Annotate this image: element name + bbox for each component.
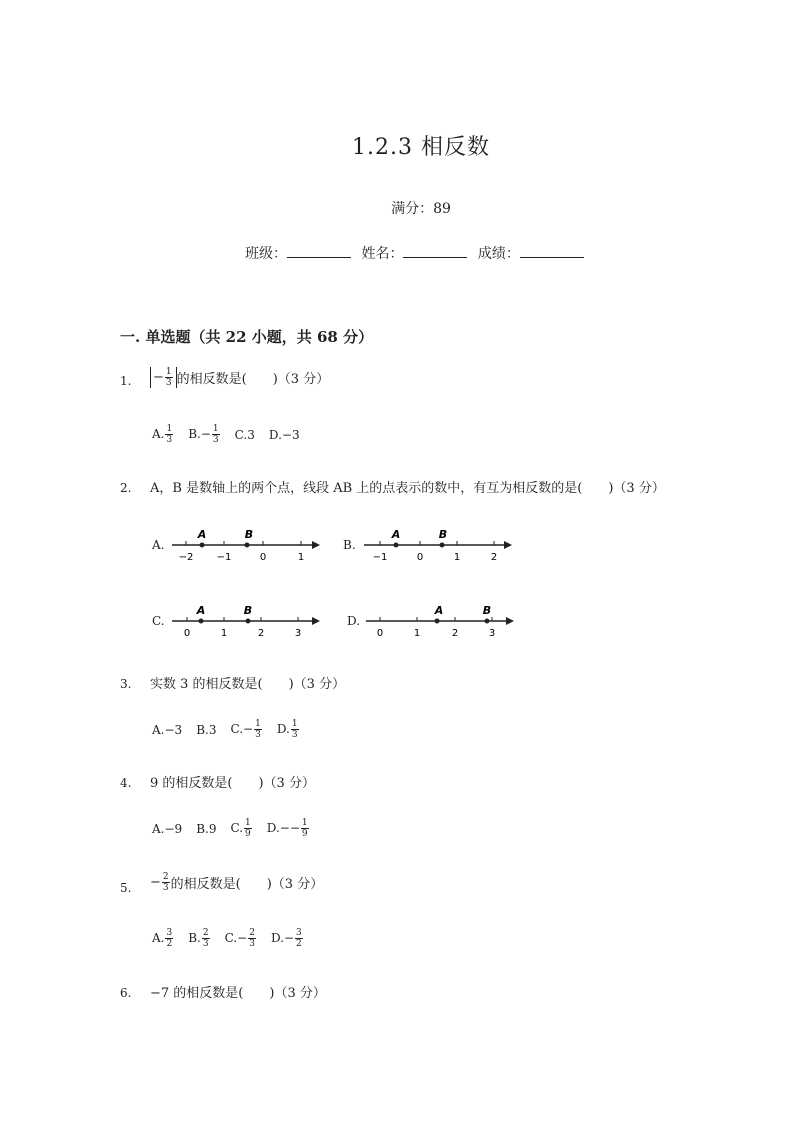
q2c-tick-1: 1 — [220, 628, 228, 639]
full-score: 满分：89 — [391, 201, 451, 217]
q4-option-d[interactable] — [267, 818, 310, 839]
q1-option-d[interactable] — [269, 428, 300, 442]
q1-minus: − — [153, 370, 164, 385]
q2d-point-a: A — [434, 604, 444, 617]
q5-frac-num: 2 — [162, 872, 169, 882]
score-blank[interactable] — [520, 243, 584, 258]
q2d-tick-2: 2 — [451, 628, 459, 639]
q1-option-b-frac — [212, 424, 220, 445]
q4-option-d-num: 1 — [301, 818, 308, 828]
q5-option-d-frac — [295, 928, 303, 949]
q5-number: 5. — [120, 881, 132, 895]
q1-option-a-label: A. — [152, 427, 165, 441]
q3-option-a-value: −3 — [164, 722, 183, 737]
q4-option-b-value: 9 — [208, 821, 217, 836]
q2-option-b-numberline — [360, 525, 516, 567]
q1-option-b-minus: − — [200, 427, 211, 441]
q2-option-a-label[interactable]: A. — [152, 538, 165, 552]
q5-option-d-den: 2 — [296, 939, 302, 949]
q4-number: 4. — [120, 776, 132, 790]
q1-option-b[interactable] — [188, 424, 220, 445]
q4-option-c-frac — [244, 818, 252, 839]
q2d-tick-0: 0 — [376, 628, 384, 639]
q1-stem — [150, 367, 329, 388]
q2c-tick-3: 3 — [294, 628, 302, 639]
q1-option-a-frac — [165, 424, 173, 445]
q1-frac-den: 3 — [165, 378, 172, 388]
class-label: 班级： — [245, 246, 287, 262]
q5-minus: − — [150, 875, 161, 890]
q3-option-d-label: D. — [276, 722, 290, 736]
q4-option-a[interactable] — [152, 822, 182, 836]
q2c-point-b: B — [243, 604, 253, 617]
q5-option-b-num: 2 — [202, 928, 209, 938]
q3-option-c-label: C. — [230, 722, 244, 736]
q5-option-a-num: 3 — [166, 928, 173, 938]
q2b-tick-2: 1 — [453, 552, 461, 563]
q4-option-d-minus: −− — [279, 821, 300, 835]
q1-option-d-label: D. — [268, 427, 282, 442]
q2-option-c-numberline — [168, 601, 324, 643]
q1-option-a-den: 3 — [166, 435, 173, 445]
q5-tail: 的相反数是( )（3 分） — [170, 877, 324, 892]
q3-option-d-num: 1 — [291, 719, 298, 729]
q1-option-c-value: 3 — [247, 427, 255, 442]
q5-stem — [150, 872, 323, 893]
q4-option-c[interactable] — [230, 818, 252, 839]
q3-option-b-value: 3 — [208, 722, 217, 737]
q5-option-c-minus: − — [237, 931, 248, 945]
q2-text: A，B 是数轴上的两个点，线段 AB 上的点表示的数中，有互为相反数的是( )（3 分） — [150, 481, 665, 496]
q1-option-d-value: −3 — [281, 427, 300, 442]
q3-option-d[interactable] — [277, 719, 300, 740]
q2-option-d-label[interactable]: D. — [347, 614, 361, 628]
q2a-tick-0: −2 — [178, 552, 194, 563]
q4-option-a-label: A. — [152, 821, 165, 836]
q4-option-a-value: −9 — [164, 821, 183, 836]
q5-option-a-den: 2 — [166, 939, 173, 949]
q5-option-c-frac — [248, 928, 256, 949]
q6-text: −7 的相反数是( )（3 分） — [150, 986, 326, 1001]
q3-number: 3. — [120, 677, 132, 691]
q4-options — [152, 818, 310, 839]
q4-option-c-label: C. — [230, 821, 244, 835]
q3-option-c-den: 3 — [255, 730, 261, 740]
q2c-tick-0: 0 — [183, 628, 191, 639]
q2-option-c-label[interactable]: C. — [152, 614, 165, 628]
q5-option-b-den: 3 — [202, 939, 209, 949]
q4-option-b[interactable] — [196, 822, 216, 836]
q2a-tick-3: 1 — [297, 552, 305, 563]
q2-option-a-numberline — [168, 525, 324, 567]
q1-option-b-num: 1 — [212, 424, 219, 434]
q2a-point-b: B — [244, 528, 254, 541]
q5-option-c-den: 3 — [249, 939, 255, 949]
q3-option-d-den: 3 — [291, 730, 298, 740]
q2a-tick-2: 0 — [259, 552, 267, 563]
q5-option-d-minus: − — [283, 931, 295, 945]
q4-option-c-num: 1 — [245, 818, 251, 828]
q3-options — [152, 719, 300, 740]
q2-option-b-label[interactable]: B. — [343, 538, 356, 552]
q1-option-a[interactable] — [152, 424, 174, 445]
q5-option-d-label: D. — [270, 931, 284, 945]
q3-option-c-frac — [254, 719, 262, 740]
q1-abs-value — [150, 367, 177, 388]
q1-option-c-label: C. — [234, 427, 248, 442]
q4-option-d-den: 9 — [301, 829, 308, 839]
name-blank[interactable] — [403, 243, 467, 258]
q5-option-d-num: 3 — [296, 928, 302, 938]
q1-tail: 的相反数是( )（3 分） — [176, 372, 330, 387]
q2d-point-b: B — [482, 604, 492, 617]
q3-option-a[interactable] — [152, 723, 182, 737]
q3-option-b[interactable] — [196, 723, 216, 737]
q2c-point-a: A — [196, 604, 206, 617]
score-label: 成绩： — [477, 246, 520, 262]
q6-number: 6. — [120, 986, 132, 1000]
student-info — [245, 243, 590, 263]
q1-option-a-num: 1 — [166, 424, 173, 434]
q5-option-c-num: 2 — [249, 928, 255, 938]
q1-option-b-den: 3 — [212, 435, 219, 445]
q3-text: 实数 3 的相反数是( )（3 分） — [150, 677, 346, 692]
q5-options — [152, 928, 304, 949]
class-blank[interactable] — [287, 243, 351, 258]
q5-frac-den: 3 — [162, 883, 169, 893]
q2d-tick-1: 1 — [413, 628, 421, 639]
name-label: 姓名： — [361, 246, 404, 262]
q2b-tick-0: −1 — [372, 552, 388, 563]
q3-option-c[interactable] — [230, 719, 262, 740]
q5-fraction — [162, 872, 170, 893]
q5-option-b-label: B. — [188, 931, 201, 945]
q4-option-c-den: 9 — [245, 829, 251, 839]
q5-option-c[interactable] — [225, 928, 257, 949]
q2b-point-b: B — [438, 528, 448, 541]
q3-option-a-label: A. — [152, 722, 165, 737]
q2a-tick-1: −1 — [216, 552, 232, 563]
q2-option-d-numberline — [362, 601, 518, 643]
q4-text: 9 的相反数是( )（3 分） — [150, 776, 315, 791]
q3-option-c-minus: − — [243, 722, 254, 736]
q5-option-a-label: A. — [152, 931, 165, 945]
q3-option-d-frac — [291, 719, 299, 740]
q5-option-d[interactable] — [271, 928, 304, 949]
q4-option-b-label: B. — [196, 821, 209, 836]
q1-option-b-label: B. — [188, 427, 201, 441]
q1-option-c[interactable] — [235, 428, 255, 442]
q2a-point-a: A — [197, 528, 207, 541]
q5-option-a[interactable] — [152, 928, 174, 949]
q2b-point-a: A — [391, 528, 401, 541]
q5-option-a-frac — [165, 928, 173, 949]
q3-option-c-num: 1 — [255, 719, 261, 729]
q1-options — [152, 424, 300, 445]
q4-option-d-frac — [301, 818, 309, 839]
section-title: 一. 单选题（共 22 小题，共 68 分） — [120, 328, 374, 346]
page-title: 1.2.3 相反数 — [352, 135, 490, 160]
q5-option-c-label: C. — [224, 931, 238, 945]
q2b-tick-3: 2 — [490, 552, 498, 563]
q2d-tick-3: 3 — [488, 628, 496, 639]
q5-option-b[interactable] — [188, 928, 210, 949]
q5-option-b-frac — [202, 928, 210, 949]
q4-option-d-label: D. — [266, 821, 280, 835]
q2c-tick-2: 2 — [257, 628, 265, 639]
q1-number: 1. — [120, 374, 132, 388]
q1-frac-num: 1 — [165, 367, 172, 377]
q1-fraction — [165, 367, 173, 388]
q2-number: 2. — [120, 481, 132, 495]
q3-option-b-label: B. — [196, 722, 209, 737]
q2b-tick-1: 0 — [416, 552, 424, 563]
